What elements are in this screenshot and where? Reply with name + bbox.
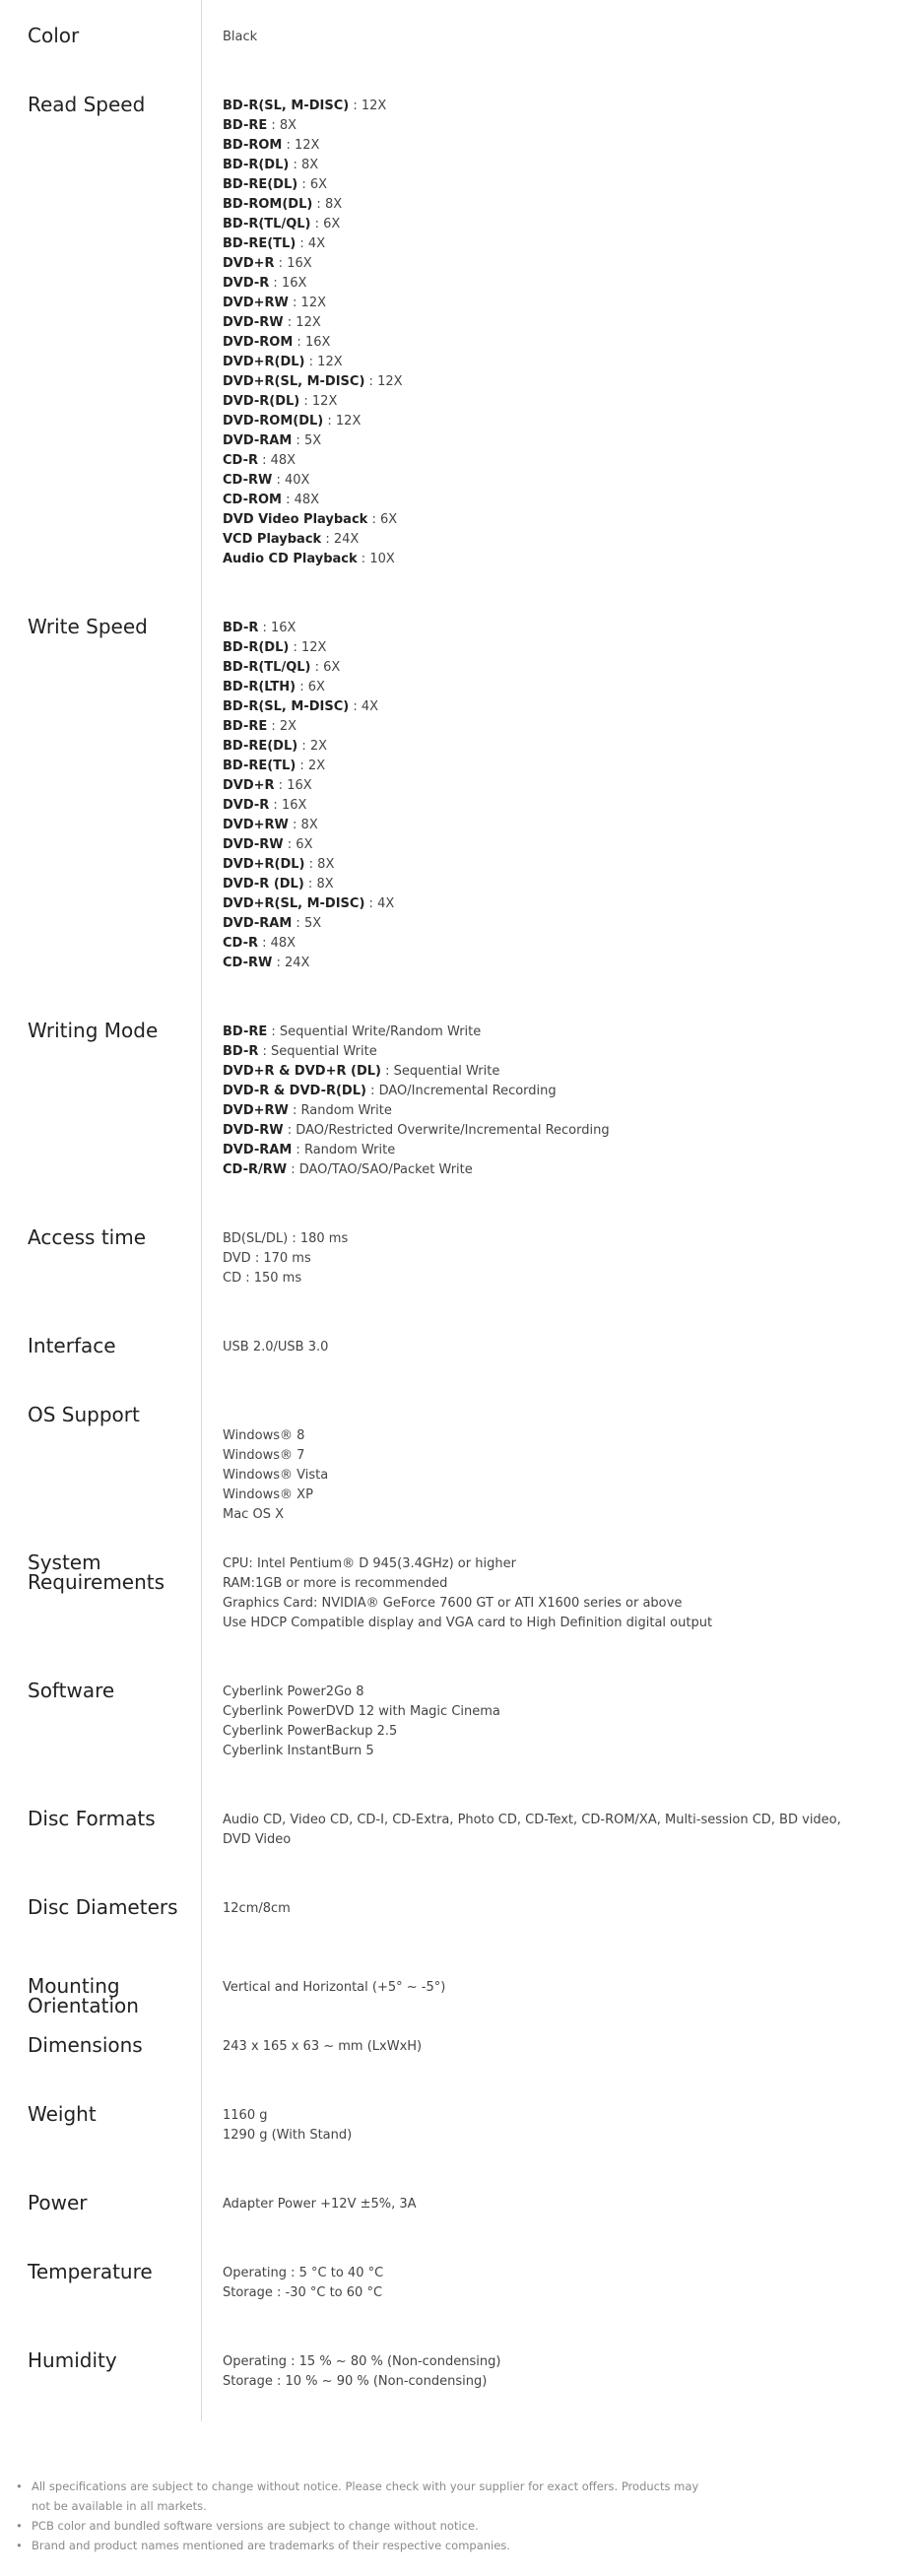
spec-separator: :	[349, 699, 362, 714]
spec-key: BD-ROM(DL)	[223, 197, 313, 212]
spec-key: CD-RW	[223, 956, 273, 970]
spec-line: BD(SL/DL) : 180 ms	[223, 1231, 349, 1246]
spec-key: BD-RE(DL)	[223, 177, 298, 192]
spec-key-value: Sequential Write	[393, 1064, 500, 1079]
spec-key: CD-R	[223, 936, 258, 951]
spec-separator: :	[272, 473, 285, 488]
spec-key-value: 48X	[294, 493, 320, 507]
spec-value	[223, 2195, 863, 2214]
spec-separator: :	[269, 798, 282, 813]
spec-line: Storage : -30 °C to 60 °C	[223, 2285, 383, 2300]
spec-label: Humidity	[28, 2348, 117, 2372]
spec-line: Audio CD, Video CD, CD-I, CD-Extra, Photo CD, CD-Text, CD-ROM/XA, Multi-session CD, BD video, DVD Video	[223, 1813, 841, 1847]
spec-line	[223, 934, 863, 954]
spec-key-value: 8X	[317, 857, 335, 872]
spec-line	[223, 431, 863, 451]
spec-separator: :	[380, 1064, 394, 1079]
spec-value	[223, 1338, 863, 1357]
spec-line	[223, 97, 863, 116]
spec-key: Audio CD Playback	[223, 552, 358, 566]
spec-key: DVD-ROM	[223, 335, 294, 350]
spec-value	[223, 28, 863, 47]
spec-line	[223, 274, 863, 294]
spec-line	[223, 313, 863, 333]
spec-key: DVD-RAM	[223, 916, 293, 931]
spec-separator: :	[365, 1084, 379, 1098]
footnote-item: • Brand and product names mentioned are trademarks of their respective companies.	[14, 2536, 703, 2555]
spec-key-value: 24X	[333, 532, 360, 547]
spec-key-value: 12X	[300, 296, 326, 310]
spec-separator: :	[267, 1024, 280, 1039]
spec-line: Black	[223, 30, 258, 44]
spec-separator: :	[292, 1143, 304, 1157]
spec-separator: :	[288, 818, 301, 832]
spec-line: Storage : 10 % ~ 90 % (Non-condensing)	[223, 2374, 488, 2389]
spec-key-value: 24X	[284, 956, 310, 970]
spec-line	[223, 195, 863, 215]
spec-key-value: 2X	[307, 759, 326, 773]
spec-line	[223, 294, 863, 313]
spec-separator: :	[258, 621, 272, 635]
spec-line	[223, 757, 863, 776]
spec-line: CD : 150 ms	[223, 1271, 302, 1286]
spec-value	[223, 1683, 863, 1761]
spec-key-value: 16X	[281, 798, 307, 813]
spec-key: DVD+R(DL)	[223, 355, 305, 369]
spec-separator: :	[299, 394, 312, 409]
spec-value	[223, 1811, 863, 1850]
spec-label: Color	[28, 24, 80, 47]
spec-line: DVD : 170 ms	[223, 1251, 311, 1266]
spec-key-value: 40X	[284, 473, 310, 488]
spec-key-value: 6X	[323, 660, 341, 675]
spec-line	[223, 1062, 863, 1082]
spec-separator: :	[304, 355, 318, 369]
spec-key-value: 8X	[300, 818, 318, 832]
spec-value	[223, 619, 863, 973]
spec-key: BD-RE	[223, 118, 268, 133]
spec-key: DVD-R (DL)	[223, 877, 304, 892]
spec-separator: :	[293, 335, 305, 350]
spec-separator: :	[304, 857, 318, 872]
spec-key-value: 2X	[279, 719, 297, 734]
spec-key: DVD-R(DL)	[223, 394, 300, 409]
spec-value	[223, 1899, 863, 1919]
spec-label: Writing Mode	[28, 1019, 159, 1042]
spec-line	[223, 835, 863, 855]
spec-value	[223, 2352, 863, 2392]
spec-line: Windows® XP	[223, 1487, 313, 1502]
spec-line: 243 x 165 x 63 ~ mm (LxWxH)	[223, 2039, 423, 2054]
spec-label: Interface	[28, 1334, 116, 1357]
spec-line	[223, 392, 863, 412]
spec-key: DVD-RAM	[223, 433, 293, 448]
spec-separator: :	[283, 1123, 296, 1138]
spec-key: CD-R/RW	[223, 1162, 288, 1177]
spec-key-value: 12X	[377, 374, 403, 389]
spec-line	[223, 175, 863, 195]
spec-separator: :	[289, 158, 301, 172]
spec-key-value: DAO/TAO/SAO/Packet Write	[298, 1162, 473, 1177]
spec-key-value: 16X	[271, 621, 296, 635]
spec-line: Adapter Power +12V ±5%, 3A	[223, 2197, 417, 2212]
spec-line	[223, 234, 863, 254]
spec-separator: :	[296, 759, 308, 773]
spec-line: Cyberlink InstantBurn 5	[223, 1744, 374, 1758]
spec-key: DVD-R	[223, 798, 270, 813]
spec-line	[223, 1023, 863, 1042]
spec-separator: :	[267, 719, 280, 734]
spec-separator: :	[288, 296, 301, 310]
spec-key-value: 48X	[270, 936, 296, 951]
spec-separator: :	[274, 778, 288, 793]
spec-separator: :	[296, 236, 308, 251]
spec-separator: :	[272, 956, 285, 970]
spec-separator: :	[297, 177, 310, 192]
spec-line	[223, 954, 863, 973]
spec-label: Software	[28, 1679, 115, 1702]
footnote-item: • All specifications are subject to change without notice. Please check with your supplier for exact offers. Products may not be available in all markets.	[14, 2477, 703, 2516]
spec-key: DVD+R	[223, 256, 275, 271]
spec-key: BD-RE(TL)	[223, 759, 296, 773]
spec-key-value: 5X	[303, 916, 322, 931]
spec-value	[223, 1229, 863, 1288]
spec-key: DVD-RW	[223, 315, 284, 330]
spec-key: DVD+R & DVD+R (DL)	[223, 1064, 381, 1079]
spec-key: BD-R(SL, M-DISC)	[223, 99, 350, 113]
spec-value	[223, 2106, 863, 2146]
spec-label: OS Support	[28, 1403, 140, 1426]
spec-key: BD-RE(DL)	[223, 739, 298, 754]
spec-key-value: 4X	[377, 896, 395, 911]
spec-line: Operating : 5 °C to 40 °C	[223, 2266, 384, 2280]
spec-key: DVD+RW	[223, 296, 289, 310]
spec-separator: :	[321, 532, 334, 547]
spec-line	[223, 372, 863, 392]
spec-label: Access time	[28, 1225, 147, 1249]
spec-key-value: 12X	[361, 99, 387, 113]
spec-separator: :	[364, 896, 378, 911]
spec-key-value: 8X	[316, 877, 334, 892]
spec-key: DVD-RAM	[223, 1143, 293, 1157]
spec-key-value: 6X	[307, 680, 325, 694]
spec-separator: :	[323, 414, 336, 429]
spec-label: Disc Diameters	[28, 1895, 178, 1919]
spec-line: RAM:1GB or more is recommended	[223, 1576, 448, 1591]
spec-key: BD-R(LTH)	[223, 680, 296, 694]
spec-key-value: 4X	[307, 236, 326, 251]
spec-separator: :	[282, 138, 295, 153]
spec-line: Mac OS X	[223, 1507, 284, 1522]
spec-key: DVD-RW	[223, 837, 284, 852]
spec-label: Disc Formats	[28, 1807, 156, 1830]
spec-separator: :	[274, 256, 288, 271]
spec-separator: :	[288, 1103, 301, 1118]
footnotes-list	[14, 2477, 703, 2555]
spec-value	[223, 1554, 863, 1633]
spec-line	[223, 510, 863, 530]
spec-key: BD-R(DL)	[223, 158, 290, 172]
spec-label: System Requirements	[28, 1551, 165, 1594]
spec-separator: :	[257, 936, 271, 951]
spec-label: Temperature	[28, 2260, 153, 2283]
spec-key-value: 6X	[309, 177, 328, 192]
spec-separator: :	[283, 315, 296, 330]
spec-line: Use HDCP Compatible display and VGA card to High Definition digital output	[223, 1616, 713, 1630]
spec-key-value: DAO/Restricted Overwrite/Incremental Recording	[296, 1123, 610, 1138]
spec-line	[223, 254, 863, 274]
spec-key-value: 8X	[279, 118, 297, 133]
spec-line	[223, 717, 863, 737]
spec-key: BD-RE	[223, 1024, 268, 1039]
spec-value	[223, 1407, 863, 1525]
spec-line	[223, 816, 863, 835]
spec-line: CPU: Intel Pentium® D 945(3.4GHz) or higher	[223, 1556, 516, 1571]
spec-value	[223, 97, 863, 569]
spec-separator: :	[310, 660, 324, 675]
spec-label: Weight	[28, 2102, 97, 2126]
spec-key: BD-R(TL/QL)	[223, 217, 311, 231]
spec-key: DVD-ROM(DL)	[223, 414, 324, 429]
spec-line: 1160 g	[223, 2108, 268, 2123]
spec-separator: :	[292, 433, 304, 448]
spec-line	[223, 491, 863, 510]
spec-separator: :	[297, 739, 310, 754]
spec-key-value: Random Write	[300, 1103, 392, 1118]
spec-line: Vertical and Horizontal (+5° ~ -5°)	[223, 1980, 446, 1995]
spec-separator: :	[303, 877, 317, 892]
spec-key: DVD+R	[223, 778, 275, 793]
spec-line	[223, 658, 863, 678]
spec-key-value: 6X	[379, 512, 398, 527]
spec-separator: :	[367, 512, 380, 527]
spec-line	[223, 855, 863, 875]
spec-key-value: 4X	[361, 699, 379, 714]
spec-separator: :	[292, 916, 304, 931]
spec-key: BD-RE(TL)	[223, 236, 296, 251]
spec-label: Mounting Orientation	[28, 1974, 139, 2017]
spec-key-value: 48X	[270, 453, 296, 468]
spec-line: Cyberlink PowerDVD 12 with Magic Cinema	[223, 1704, 500, 1719]
spec-key: DVD-R	[223, 276, 270, 291]
spec-line	[223, 1141, 863, 1160]
spec-key: BD-ROM	[223, 138, 283, 153]
spec-line	[223, 156, 863, 175]
spec-key-value: 10X	[369, 552, 395, 566]
spec-separator: :	[257, 453, 271, 468]
spec-line	[223, 116, 863, 136]
spec-line	[223, 412, 863, 431]
spec-line: Cyberlink Power2Go 8	[223, 1684, 364, 1699]
spec-key: DVD Video Playback	[223, 512, 368, 527]
spec-key: BD-R(TL/QL)	[223, 660, 311, 675]
spec-key: DVD+R(SL, M-DISC)	[223, 896, 365, 911]
spec-separator: :	[364, 374, 378, 389]
spec-key-value: 16X	[287, 778, 312, 793]
spec-separator: :	[267, 118, 280, 133]
spec-key-value: 8X	[324, 197, 343, 212]
spec-line: Windows® 7	[223, 1448, 305, 1463]
spec-key-value: 6X	[296, 837, 313, 852]
spec-separator: :	[281, 493, 295, 507]
spec-key-value: 12X	[335, 414, 362, 429]
spec-label: Read Speed	[28, 93, 146, 116]
spec-key-value: 12X	[295, 138, 320, 153]
spec-label: Dimensions	[28, 2033, 143, 2057]
spec-line	[223, 1121, 863, 1141]
spec-key-value: 2X	[309, 739, 328, 754]
spec-separator: :	[287, 1162, 299, 1177]
spec-key-value: 8X	[300, 158, 319, 172]
spec-line	[223, 353, 863, 372]
spec-line	[223, 638, 863, 658]
spec-label: Write Speed	[28, 615, 148, 638]
spec-separator: :	[258, 1044, 272, 1059]
spec-separator: :	[312, 197, 325, 212]
spec-line	[223, 451, 863, 471]
spec-line	[223, 1042, 863, 1062]
spec-key: BD-RE	[223, 719, 268, 734]
spec-line: 1290 g (With Stand)	[223, 2128, 353, 2143]
spec-line	[223, 894, 863, 914]
spec-key-value: Random Write	[303, 1143, 396, 1157]
spec-key-value: 12X	[317, 355, 343, 369]
spec-line	[223, 136, 863, 156]
spec-line	[223, 737, 863, 757]
spec-key: DVD+R(DL)	[223, 857, 305, 872]
spec-key: DVD-RW	[223, 1123, 284, 1138]
spec-line: Operating : 15 % ~ 80 % (Non-condensing)	[223, 2354, 501, 2369]
spec-separator: :	[283, 837, 296, 852]
spec-line	[223, 1082, 863, 1101]
spec-separator: :	[289, 640, 301, 655]
spec-line: Windows® 8	[223, 1428, 305, 1443]
spec-line: USB 2.0/USB 3.0	[223, 1340, 329, 1354]
spec-value	[223, 2037, 863, 2057]
spec-key-value: 5X	[303, 433, 322, 448]
spec-line	[223, 1101, 863, 1121]
spec-value	[223, 1023, 863, 1180]
spec-key: BD-R(SL, M-DISC)	[223, 699, 350, 714]
spec-key: BD-R	[223, 1044, 259, 1059]
spec-key: DVD+RW	[223, 1103, 289, 1118]
spec-value	[223, 1978, 863, 1998]
spec-line	[223, 678, 863, 697]
spec-line	[223, 697, 863, 717]
spec-line	[223, 1407, 863, 1426]
spec-separator: :	[310, 217, 324, 231]
spec-key: BD-R	[223, 621, 259, 635]
spec-key: DVD+R(SL, M-DISC)	[223, 374, 365, 389]
spec-line: 12cm/8cm	[223, 1901, 291, 1916]
spec-line	[223, 530, 863, 550]
spec-line	[223, 914, 863, 934]
spec-key: CD-ROM	[223, 493, 282, 507]
spec-key-value: 16X	[281, 276, 307, 291]
spec-key-value: 16X	[304, 335, 331, 350]
footnote-item: • PCB color and bundled software versions are subject to change without notice.	[14, 2516, 703, 2536]
spec-line: Graphics Card: NVIDIA® GeForce 7600 GT or ATI X1600 series or above	[223, 1596, 683, 1611]
spec-line	[223, 471, 863, 491]
spec-key-value: Sequential Write	[271, 1044, 377, 1059]
spec-separator: :	[357, 552, 370, 566]
spec-line	[223, 875, 863, 894]
spec-key: BD-R(DL)	[223, 640, 290, 655]
spec-separator: :	[296, 680, 308, 694]
spec-line	[223, 1160, 863, 1180]
spec-line	[223, 796, 863, 816]
spec-separator: :	[349, 99, 362, 113]
spec-key-value: 12X	[311, 394, 338, 409]
spec-label: Power	[28, 2191, 88, 2214]
spec-key-value: 6X	[323, 217, 341, 231]
spec-key-value: 12X	[300, 640, 327, 655]
spec-value	[223, 2264, 863, 2303]
spec-line	[223, 215, 863, 234]
spec-key-value: DAO/Incremental Recording	[378, 1084, 557, 1098]
spec-key: CD-RW	[223, 473, 273, 488]
spec-line: Cyberlink PowerBackup 2.5	[223, 1724, 398, 1739]
spec-key: CD-R	[223, 453, 258, 468]
spec-key: DVD-R & DVD-R(DL)	[223, 1084, 366, 1098]
spec-separator: :	[269, 276, 282, 291]
spec-line	[223, 776, 863, 796]
spec-key-value: Sequential Write/Random Write	[279, 1024, 482, 1039]
spec-line: Windows® Vista	[223, 1468, 329, 1483]
column-divider	[201, 0, 202, 2421]
spec-key: DVD+RW	[223, 818, 289, 832]
spec-key-value: 12X	[296, 315, 321, 330]
spec-line	[223, 550, 863, 569]
spec-key-value: 16X	[287, 256, 312, 271]
spec-line	[223, 619, 863, 638]
spec-line	[223, 333, 863, 353]
spec-key: VCD Playback	[223, 532, 322, 547]
